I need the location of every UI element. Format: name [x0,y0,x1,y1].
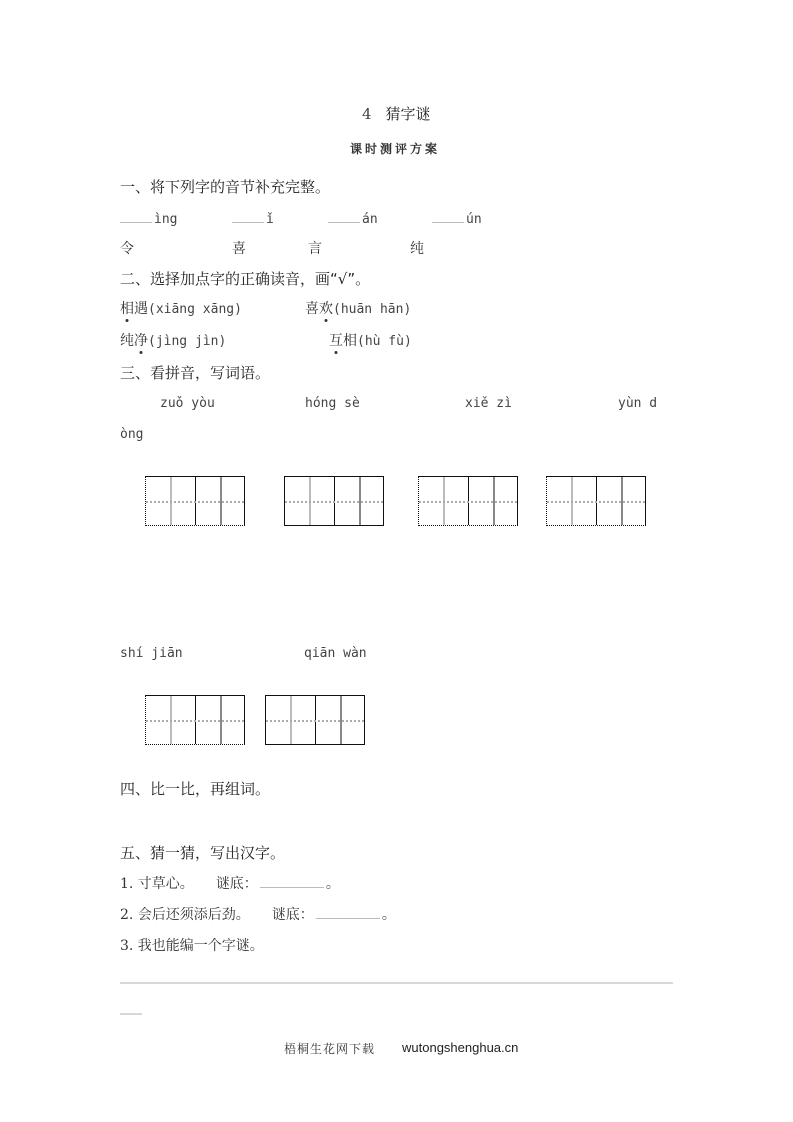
reading-options[interactable]: (xiāng xāng) [148,302,242,317]
syllable-item-4: ún [432,208,482,227]
writing-grid-3[interactable] [418,476,518,526]
riddle-answer-blank[interactable] [260,873,324,888]
syllable-char-4: 纯 [410,241,424,257]
pinyin-wrap: òng [120,427,144,442]
answer-blank[interactable] [432,208,464,223]
reading-item-1: 相遇(xiāng xāng) [120,301,242,317]
riddle-answer-blank[interactable] [316,904,380,919]
section5-heading: 五、猜一猜，写出汉字。 [120,844,286,862]
syllable-char-1: 令 [120,241,134,257]
riddle-item-1: 1. 寸草心。 谜底： 。 [120,873,340,893]
writing-grid-6[interactable] [265,695,365,745]
section1-heading: 一、将下列字的音节补充完整。 [120,178,331,196]
pinyin-word-5: shí jiān [120,646,183,661]
section3-heading: 三、看拼音，写词语。 [120,364,271,382]
pinyin-word-3: xiě zì [465,396,512,411]
reading-options[interactable]: (jìng jìn) [148,334,227,349]
reading-item-3: 纯净(jìng jìn) [120,333,227,349]
reading-item-2: 喜欢(huān hān) [305,301,412,317]
lesson-number: 4 [362,105,372,123]
pinyin-word-4: yùn d [618,396,658,411]
answer-line-continuation [120,1013,142,1015]
writing-grid-5[interactable] [145,695,245,745]
writing-grid-1[interactable] [145,476,245,526]
pinyin-word-2: hóng sè [305,396,360,411]
riddle-item-3: 3. 我也能编一个字谜。 [120,938,264,954]
answer-blank[interactable] [232,208,264,223]
reading-options[interactable]: (hù fù) [357,334,412,349]
lesson-title: 猜字谜 [385,105,431,123]
section4-heading: 四、比一比，再组词。 [120,780,271,798]
syllable-item-3: án [328,208,378,227]
section2-heading: 二、选择加点字的正确读音，画“√”。 [120,270,371,288]
syllable-char-2: 喜 [232,241,246,257]
page-subtitle: 课时测评方案 [350,142,441,156]
pinyin-word-1: zuǒ yòu [160,396,215,411]
answer-blank[interactable] [120,208,152,223]
writing-grid-2[interactable] [284,476,384,526]
syllable-item-2: ǐ [232,208,274,227]
footer-url[interactable]: wutongshenghua.cn [402,1040,519,1055]
reading-options[interactable]: (huān hān) [333,302,412,317]
answer-blank[interactable] [328,208,360,223]
pinyin-word-6: qiān wàn [304,646,367,661]
reading-item-4: 互相(hù fù) [329,333,412,349]
footer-site-name: 梧桐生花网下载 [284,1042,376,1056]
page-title [362,103,431,124]
answer-line[interactable] [120,982,673,984]
riddle-item-2: 2. 会后还须添后劲。 谜底： 。 [120,904,396,924]
syllable-item-1: ìng [120,208,177,227]
writing-grid-4[interactable] [546,476,646,526]
syllable-char-3: 言 [308,241,322,257]
